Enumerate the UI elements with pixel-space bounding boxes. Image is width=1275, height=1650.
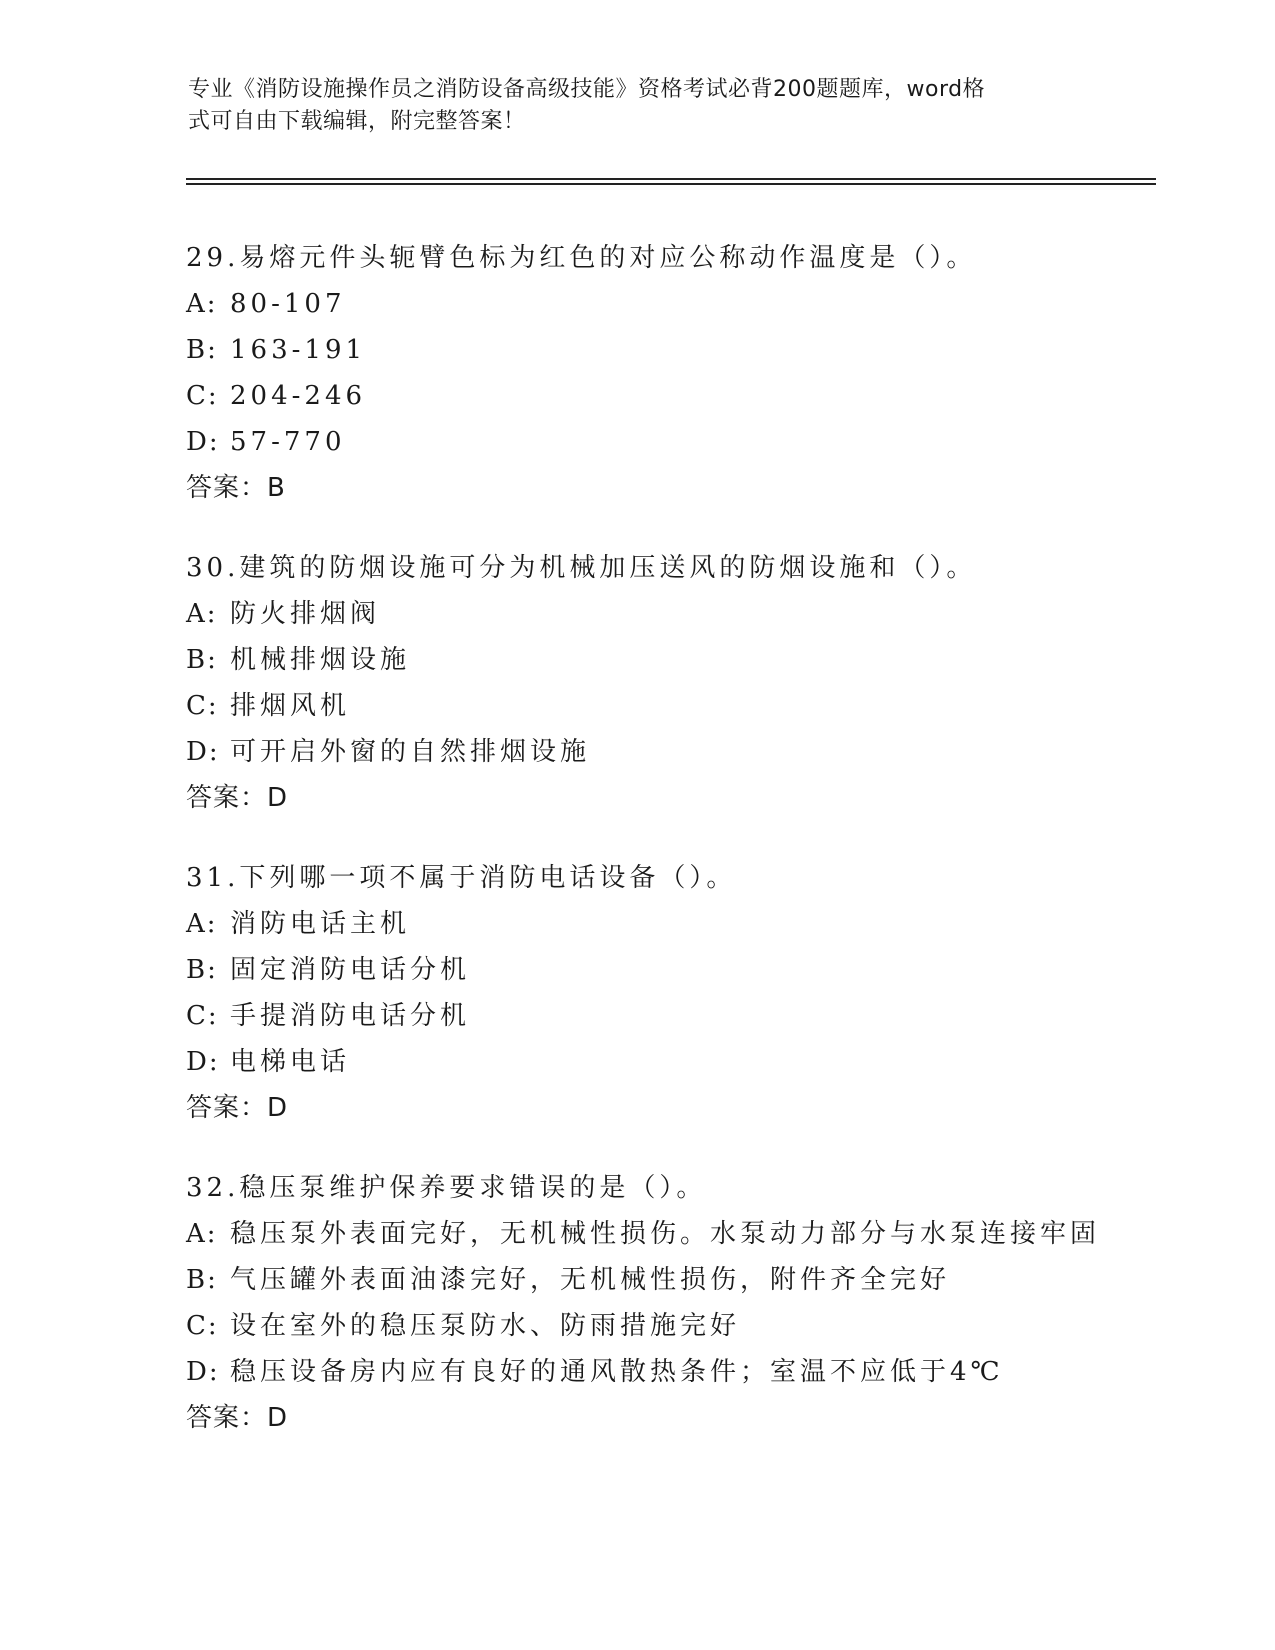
option-letter: B:: [186, 955, 218, 985]
option-text: 57-770: [230, 427, 346, 457]
question-stem: 32.稳压泵维护保养要求错误的是（）。: [186, 1173, 707, 1203]
option-letter: D:: [186, 1357, 220, 1387]
option-text: 机械排烟设施: [230, 645, 411, 675]
option-text: 设在室外的稳压泵防水、防雨措施完好: [230, 1311, 741, 1341]
option-text: 固定消防电话分机: [230, 955, 471, 985]
question-29: [186, 235, 1146, 511]
option-text: 204-246: [230, 381, 367, 411]
option-letter: C:: [186, 1001, 219, 1031]
option-text: 手提消防电话分机: [230, 1001, 471, 1031]
option-b: [186, 1257, 1146, 1303]
question-stem: 31.下列哪一项不属于消防电话设备（）。: [186, 863, 737, 893]
option-d: [186, 729, 1146, 775]
option-letter: D:: [186, 737, 220, 767]
option-text: 排烟风机: [230, 691, 351, 721]
answer-label: 答案：B: [186, 473, 286, 503]
header-line-1: 专业《消防设施操作员之消防设备高级技能》资格考试必背200题题库，word格: [188, 77, 986, 102]
question-30: [186, 545, 1146, 821]
option-text: 稳压设备房内应有良好的通风散热条件；室温不应低于4℃: [230, 1357, 1004, 1387]
option-letter: A:: [186, 289, 218, 319]
option-letter: D:: [186, 1047, 220, 1077]
option-b: [186, 637, 1146, 683]
option-text: 可开启外窗的自然排烟设施: [230, 737, 591, 767]
option-d: [186, 1349, 1146, 1395]
option-b: [186, 327, 1146, 373]
option-letter: B:: [186, 645, 218, 675]
option-letter: C:: [186, 381, 219, 411]
document-header: [188, 74, 1068, 138]
option-c: [186, 993, 1146, 1039]
option-letter: B:: [186, 1265, 218, 1295]
option-text: 稳压泵外表面完好，无机械性损伤。水泵动力部分与水泵连接牢固: [230, 1219, 1101, 1249]
option-letter: C:: [186, 691, 219, 721]
option-letter: B:: [186, 335, 218, 365]
option-text: 防火排烟阀: [230, 599, 381, 629]
option-text: 163-191: [230, 335, 367, 365]
option-a: [186, 281, 1146, 327]
question-stem: 29.易熔元件头轭臂色标为红色的对应公称动作温度是（）。: [186, 243, 977, 273]
option-c: [186, 683, 1146, 729]
option-text: 80-107: [230, 289, 346, 319]
question-32: [186, 1165, 1146, 1441]
answer-label: 答案：D: [186, 1093, 289, 1123]
option-c: [186, 373, 1146, 419]
option-d: [186, 1039, 1146, 1085]
question-stem: 30.建筑的防烟设施可分为机械加压送风的防烟设施和（）。: [186, 553, 977, 583]
option-text: 气压罐外表面油漆完好，无机械性损伤，附件齐全完好: [230, 1265, 951, 1295]
question-31: [186, 855, 1146, 1131]
answer-label: 答案：D: [186, 1403, 289, 1433]
option-d: [186, 419, 1146, 465]
option-a: [186, 901, 1146, 947]
option-letter: A:: [186, 599, 218, 629]
option-text: 消防电话主机: [230, 909, 411, 939]
option-letter: A:: [186, 909, 218, 939]
header-divider: [186, 178, 1156, 185]
answer-label: 答案：D: [186, 783, 289, 813]
option-text: 电梯电话: [230, 1047, 351, 1077]
option-letter: A:: [186, 1219, 218, 1249]
option-a: [186, 591, 1146, 637]
header-line-2: 式可自由下载编辑，附完整答案！: [188, 109, 526, 134]
option-letter: D:: [186, 427, 220, 457]
question-list: [186, 235, 1146, 1475]
option-c: [186, 1303, 1146, 1349]
option-letter: C:: [186, 1311, 219, 1341]
option-b: [186, 947, 1146, 993]
option-a: [186, 1211, 1146, 1257]
